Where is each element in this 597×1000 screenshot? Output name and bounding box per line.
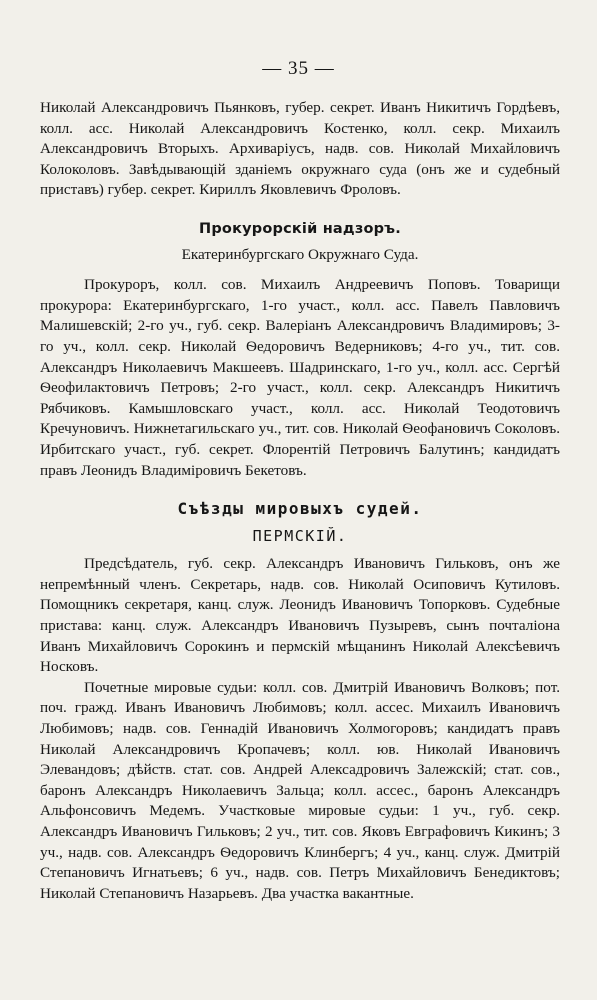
page-number: — 35 — bbox=[262, 58, 335, 79]
section-title-prosecutor: Прокурорскій надзоръ. bbox=[199, 220, 401, 237]
paragraph-court-staff: Николай Александровичъ Пьянковъ, губер. секрет. Иванъ Никитичъ Гордѣевъ, колл. асс. Николай Александровичъ Костенко, колл. секр. Михаилъ Александровичъ Вторыхъ. Архиваріусъ, надв. сов. Николай Михайловичъ Колоколовъ. Завѣдывающій зданіемъ окружнаго суда (онъ же и судебный приставъ) губер. секрет. Кириллъ Яковлевичъ Фроловъ. bbox=[40, 99, 560, 199]
paragraph-prosecutors: Прокуроръ, колл. сов. Михаилъ Андреевичъ Поповъ. Товарищи прокурора: Екатеринбургскаго, 1-го участ., колл. асс. Павелъ Павловичъ Малишевскій; 2-го уч., губ. секр. Валеріанъ Александровичъ Владимировъ; 3-го уч., колл. секр. Николай Ѳедоровичъ Ведерниковъ; 4-го уч., тит. сов. Александръ Николаевичъ Макшеевъ. Шадринскаго, 1-го уч., колл. асс. Сергѣй Ѳеофилактовичъ Петровъ; 2-го участ., колл. секр. Александръ Никитичъ Рябчиковъ. Камышловскаго участ., колл. асс. Николай Теодотовичъ Кречуновичъ. Нижнетагильскаго уч., тит. сов. Николай Ѳеофановичъ Соколовъ. Ирбитскаго участ., губ. секрет. Флорентій Петровичъ Балутинъ; кандидатъ правъ Леонидъ Владиміровичъ Бекетовъ. bbox=[40, 276, 560, 479]
section-title-justices: Съѣзды мировыхъ судей. bbox=[177, 499, 423, 519]
paragraph-justices: Почетные мировые судьи: колл. сов. Дмитрій Ивановичъ Волковъ; пот. поч. гражд. Иванъ Ивановичъ Любимовъ; колл. ассес. Михаилъ Ивановичъ Любимовъ; надв. сов. Геннадій Ивановичъ Холмогоровъ; кандидатъ правъ Николай Александровичъ Кропачевъ; колл. юв. Николай Ивановичъ Элевандовъ; дѣйств. стат. сов. Андрей Алексадровичъ Залежскій; стат. сов., баронъ Александръ Николаевичъ Зальца; колл. ассес., баронъ Александръ Альфонсовичъ Медемъ. Участковые мировые судьи: 1 уч., губ. секр. Александръ Ивановичъ Гильковъ; 2 уч., тит. сов. Яковъ Евграфовичъ Кикинъ; 3 уч., надв. сов. Александръ Ѳедоровичъ Клинбергъ; 4 уч., канц. служ. Дмитрій Степановичъ Игнатьевъ; 6 уч., надв. сов. Петръ Михайловичъ Бенедиктовъ; Николай Степановичъ Назарьевъ. Два участка вакантные. bbox=[40, 678, 560, 902]
document-body bbox=[40, 98, 560, 904]
section-subtitle-perm: ПЕРМСКІЙ. bbox=[252, 526, 348, 545]
section-subtitle-court: Екатеринбургскаго Окружнаго Суда. bbox=[181, 245, 419, 263]
paragraph-chairman: Предсѣдатель, губ. секр. Александръ Ивановичъ Гильковъ, онъ же непремѣнный членъ. Секретарь, надв. сов. Николай Осиповичъ Кутиловъ. Помощникъ секретаря, канц. служ. Леонидъ Ивановичъ Топорковъ. Судебные пристава: канц. служ. Александръ Ивановичъ Пузыревъ, сынъ почталіона Иванъ Михайловичъ Сорокинъ и пермскій мѣщанинъ Николай Алексѣевичъ Носковъ. bbox=[40, 555, 560, 676]
